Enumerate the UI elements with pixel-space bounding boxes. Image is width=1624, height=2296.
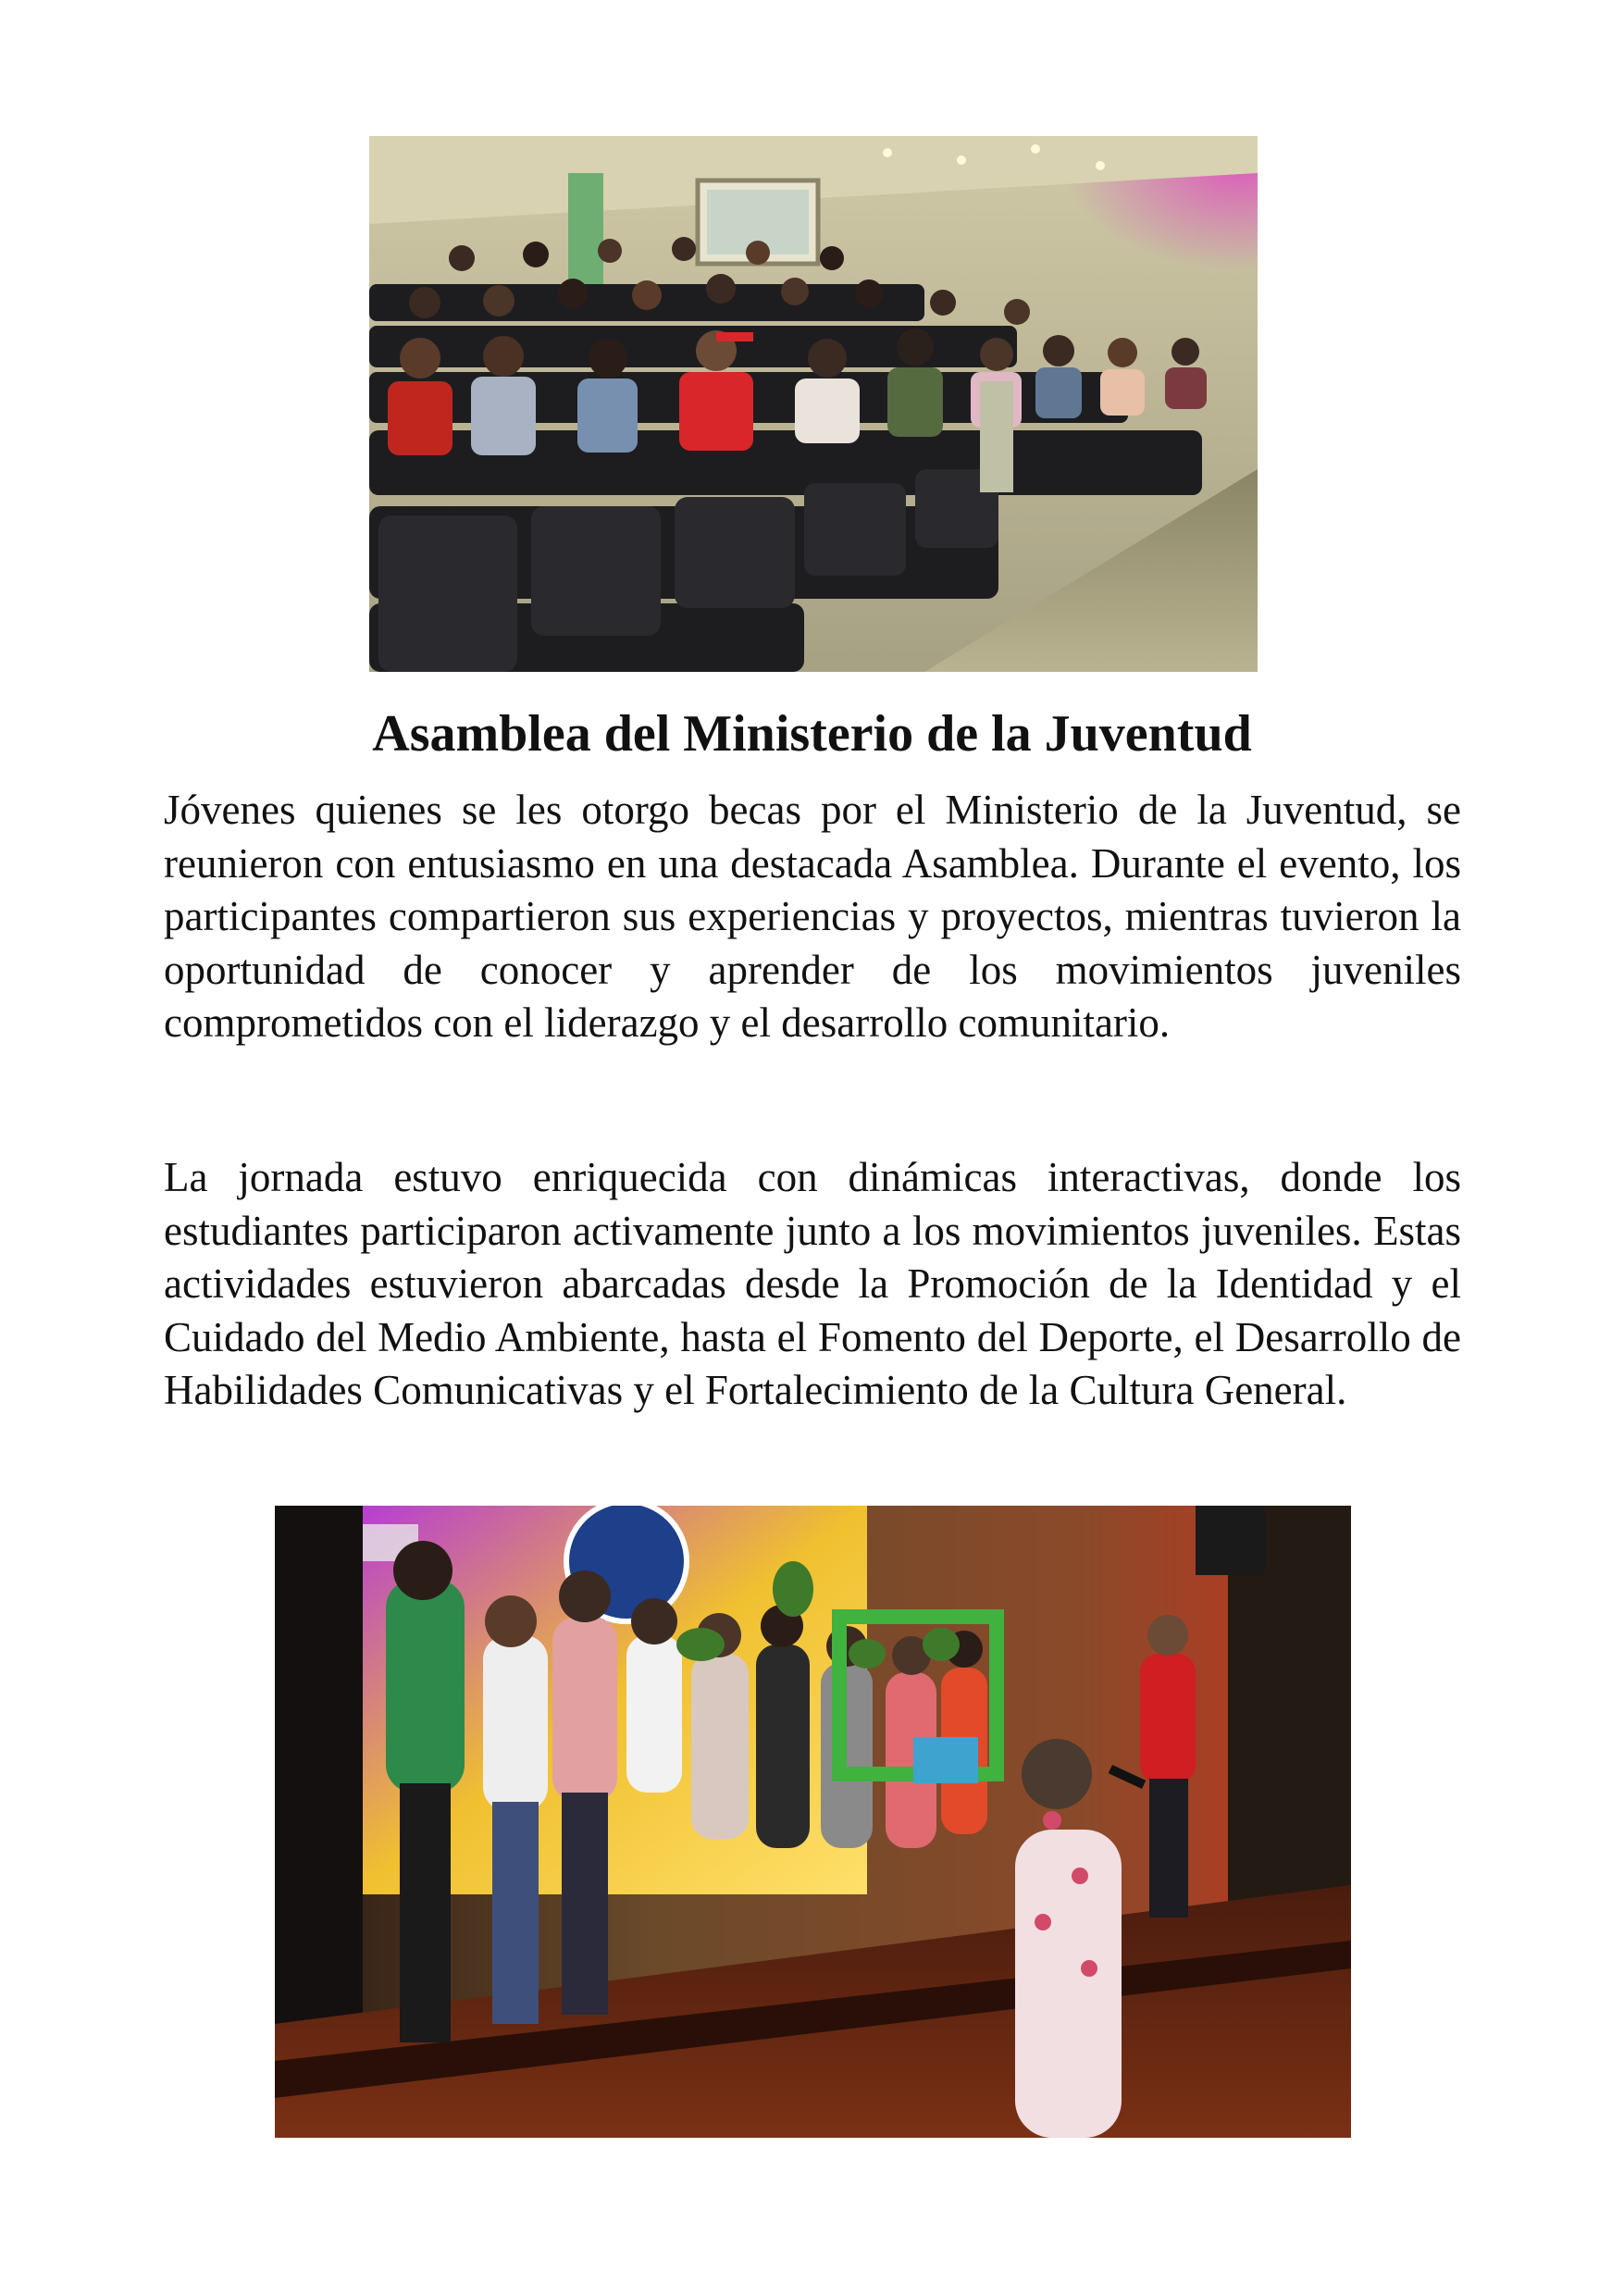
audience-photo (369, 136, 1258, 672)
document-title: Asamblea del Ministerio de la Juventud (372, 705, 1252, 763)
body-paragraph: La jornada estuvo enriquecida con dinámicas interactivas, donde los estudiantes participaron activamente junto a los movimientos juveniles. Estas actividades estuvieron abarcadas desde la Promoción de la Identidad y el Cuidado del Medio Ambiente, hasta el Fomento del Deporte, el Desarrollo de Habilidades Comunicativas y el Fortalecimiento de la Cultura General. (164, 1154, 1461, 1413)
stage-photo (275, 1506, 1351, 2138)
body-paragraph: Jóvenes quienes se les otorgo becas por el Ministerio de la Juventud, se reunieron con entusiasmo en una destacada Asamblea. Durante el evento, los participantes compartieron sus experiencias y proyectos, mientras tuvieron la oportunidad de conocer y aprender de los movimientos juveniles comprometidos con el liderazgo y el desarrollo comunitario. (164, 787, 1461, 1046)
